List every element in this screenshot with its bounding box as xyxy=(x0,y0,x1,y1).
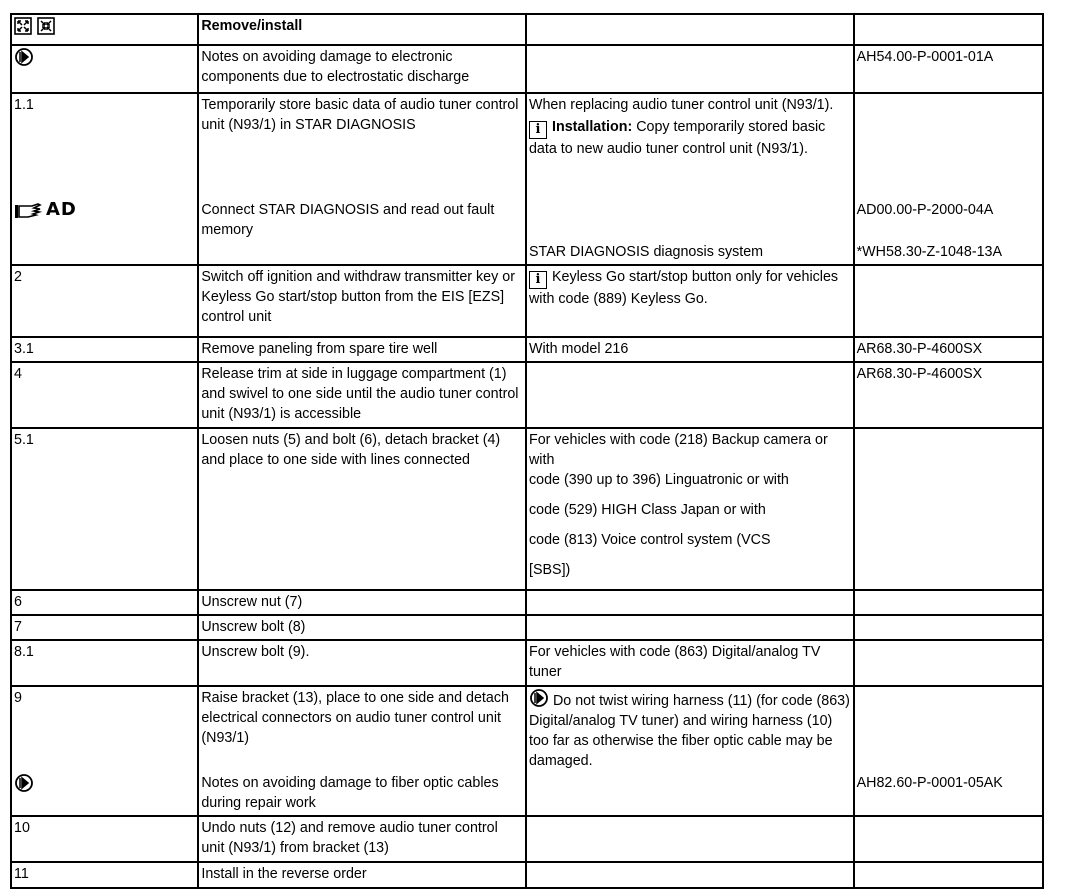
table-row xyxy=(11,590,1043,615)
step-number: 3.1 xyxy=(11,337,198,362)
header-title: Remove/install xyxy=(198,14,526,45)
table-row xyxy=(11,93,1043,265)
step-text: Remove paneling from spare tire well xyxy=(198,337,526,362)
step-number: 11 xyxy=(11,862,198,888)
note-text: With model 216 xyxy=(526,337,854,362)
step-text: Undo nuts (12) and remove audio tuner control unit (N93/1) from bracket (13) xyxy=(198,816,526,862)
note-cell xyxy=(526,686,854,816)
table-row xyxy=(11,45,1043,93)
note-text: When replacing audio tuner control unit (N93/1). xyxy=(528,97,834,113)
note-cell xyxy=(526,615,854,640)
info-label: Installation: xyxy=(551,119,633,135)
sub-step-marker xyxy=(14,773,195,796)
info-icon: i xyxy=(529,121,547,139)
reference-cell xyxy=(854,265,1043,337)
note-line: code (390 up to 396) Linguatronic or with xyxy=(528,472,789,488)
arrow-circle-icon xyxy=(14,773,34,793)
step-text-cell xyxy=(198,686,526,816)
procedure-table xyxy=(10,13,1044,889)
reference-cell xyxy=(854,615,1043,640)
note-text-secondary: STAR DIAGNOSIS diagnosis system xyxy=(528,244,764,260)
reference-cell xyxy=(854,640,1043,686)
reference-cell xyxy=(854,816,1043,862)
info-note xyxy=(529,117,851,159)
header-empty-cell xyxy=(526,14,854,45)
reference-link[interactable]: AR68.30-P-4600SX xyxy=(854,362,1043,428)
step-icon-cell xyxy=(11,45,198,93)
step-text: Unscrew bolt (9). xyxy=(198,640,526,686)
note-text: Keyless Go start/stop button only for vehicles with code (889) Keyless Go. xyxy=(528,269,839,307)
step-text: Unscrew nut (7) xyxy=(198,590,526,615)
note-cell xyxy=(526,362,854,428)
header-icon-cell xyxy=(11,14,198,45)
step-text-secondary: Connect STAR DIAGNOSIS and read out fault memory xyxy=(201,202,495,238)
table-row xyxy=(11,640,1043,686)
reference-link[interactable]: AD00.00-P-2000-04A xyxy=(856,202,994,218)
note-line: code (529) HIGH Class Japan or with xyxy=(528,502,766,518)
step-number: 10 xyxy=(11,816,198,862)
step-number: 7 xyxy=(11,615,198,640)
note-cell xyxy=(526,93,854,265)
step-text: Notes on avoiding damage to electronic components due to electrostatic discharge xyxy=(198,45,526,93)
reference-link[interactable]: AH82.60-P-0001-05AK xyxy=(856,775,1003,791)
note-text: For vehicles with code (863) Digital/analog TV tuner xyxy=(526,640,854,686)
step-number: 8.1 xyxy=(11,640,198,686)
step-number: 5.1 xyxy=(11,428,198,590)
note-text: Do not twist wiring harness (11) (for code (863) Digital/analog TV tuner) and wiring harness (10) too far as otherwise the fiber optic cable may be damaged. xyxy=(528,693,850,769)
step-number: 6 xyxy=(11,590,198,615)
pointing-hand-icon xyxy=(14,200,42,220)
reference-link[interactable]: AH54.00-P-0001-01A xyxy=(854,45,1043,93)
note-line: For vehicles with code (218) Backup camera or with xyxy=(528,432,828,468)
arrow-circle-icon xyxy=(14,47,34,67)
table-row xyxy=(11,428,1043,590)
table-row xyxy=(11,816,1043,862)
note-cell xyxy=(526,862,854,888)
step-number-cell xyxy=(11,686,198,816)
note-cell xyxy=(526,816,854,862)
step-text: Release trim at side in luggage compartment (1) and swivel to one side until the audio tuner control unit (N93/1) is accessible xyxy=(198,362,526,428)
step-number: 4 xyxy=(11,362,198,428)
header-empty-cell xyxy=(854,14,1043,45)
step-text: Raise bracket (13), place to one side and detach electrical connectors on audio tuner control unit (N93/1) xyxy=(201,690,509,746)
collapse-icon[interactable] xyxy=(38,18,54,34)
step-text-cell xyxy=(198,93,526,265)
table-row xyxy=(11,686,1043,816)
step-number-cell xyxy=(11,93,198,265)
step-text: Temporarily store basic data of audio tuner control unit (N93/1) in STAR DIAGNOSIS xyxy=(201,97,519,133)
ad-marker xyxy=(14,200,195,223)
table-row xyxy=(11,862,1043,888)
reference-cell xyxy=(854,686,1043,816)
step-number: 1.1 xyxy=(14,97,34,113)
reference-cell xyxy=(854,862,1043,888)
reference-cell xyxy=(854,93,1043,265)
table-row xyxy=(11,362,1043,428)
step-text: Loosen nuts (5) and bolt (6), detach bracket (4) and place to one side with lines connected xyxy=(198,428,526,590)
step-number: 2 xyxy=(11,265,198,337)
reference-cell xyxy=(854,428,1043,590)
ad-label: AD xyxy=(46,199,77,220)
step-text-secondary: Notes on avoiding damage to fiber optic cables during repair work xyxy=(201,775,499,811)
table-row xyxy=(11,615,1043,640)
step-text: Install in the reverse order xyxy=(198,862,526,888)
step-text: Unscrew bolt (8) xyxy=(198,615,526,640)
arrow-circle-icon xyxy=(529,688,549,708)
reference-link[interactable]: AR68.30-P-4600SX xyxy=(854,337,1043,362)
table-header-row xyxy=(11,14,1043,45)
note-cell xyxy=(526,590,854,615)
table-row xyxy=(11,337,1043,362)
expand-icon[interactable] xyxy=(15,18,31,34)
note-line: [SBS]) xyxy=(528,562,571,578)
table-row xyxy=(11,265,1043,337)
step-number: 9 xyxy=(14,690,22,706)
step-text: Switch off ignition and withdraw transmitter key or Keyless Go start/stop button from the EIS [EZS] control unit xyxy=(198,265,526,337)
note-line: code (813) Voice control system (VCS xyxy=(528,532,771,548)
reference-link[interactable]: *WH58.30-Z-1048-13A xyxy=(856,244,1003,260)
info-icon: i xyxy=(529,271,547,289)
info-text: Copy temporarily stored basic data to new audio tuner control unit (N93/1). xyxy=(528,119,826,157)
reference-cell xyxy=(854,590,1043,615)
note-cell xyxy=(526,265,854,337)
expand-collapse-icons[interactable] xyxy=(14,16,58,36)
note-cell xyxy=(526,45,854,93)
note-cell xyxy=(526,428,854,590)
